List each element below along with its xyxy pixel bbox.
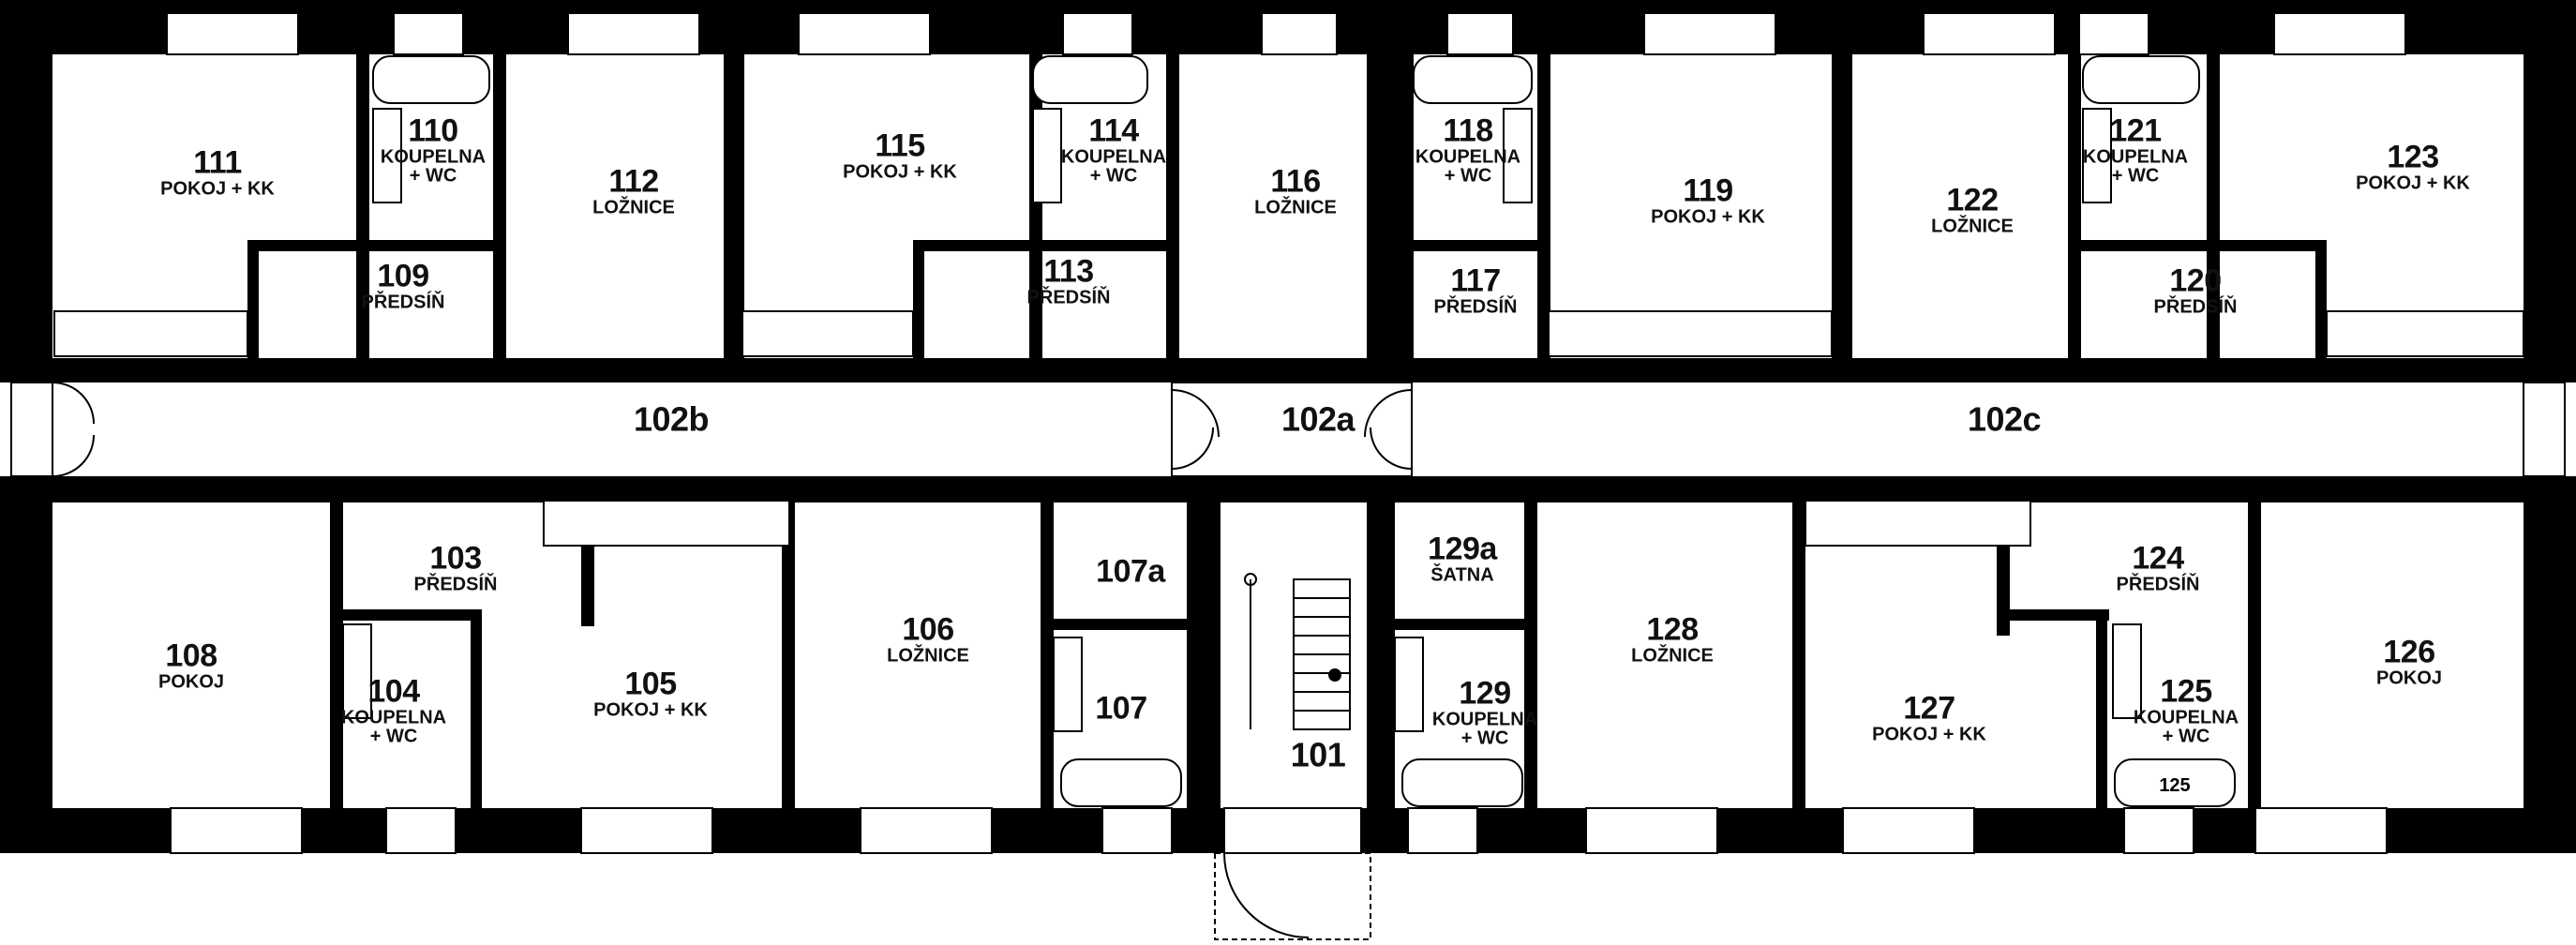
room-105: 105 POKOJ + KK (593, 666, 708, 721)
room-103: 103 PŘEDSÍŇ (413, 540, 498, 595)
room-119: 119 POKOJ + KK (1651, 172, 1765, 228)
corridor-doors (52, 382, 1412, 476)
room-124: 124 PŘEDSÍŇ (2116, 540, 2200, 595)
sanitary-fixtures (343, 109, 2141, 731)
room-107a: 107a (1096, 553, 1165, 590)
room-129: 129 KOUPELNA + WC (1431, 675, 1538, 749)
room-128: 128 LOŽNICE (1631, 611, 1714, 667)
room-112: 112 LOŽNICE (592, 163, 675, 218)
room-121: 121 KOUPELNA + WC (2082, 112, 2189, 187)
room-122: 122 LOŽNICE (1931, 182, 2014, 237)
room-113: 113 PŘEDSÍŇ (1026, 253, 1111, 308)
room-115: 115 POKOJ + KK (843, 128, 957, 183)
staircase (1245, 574, 1350, 729)
room-107: 107 (1095, 690, 1147, 727)
room-116: 116 LOŽNICE (1254, 163, 1337, 218)
room-106: 106 LOŽNICE (887, 611, 969, 667)
room-111: 111 POKOJ + KK (160, 144, 275, 200)
entrance (1215, 853, 1370, 939)
corridor-102a: 102a (1281, 399, 1355, 439)
room-129a: 129a ŠATNA (1428, 531, 1497, 586)
room-108: 108 POKOJ (157, 638, 225, 693)
corridor-102c: 102c (1967, 399, 2042, 439)
room-123: 123 POKOJ + KK (2356, 139, 2470, 194)
kitchen-counters (54, 311, 2524, 546)
room-117: 117 PŘEDSÍŇ (1433, 262, 1518, 318)
interior-walls-upper (247, 54, 2327, 360)
room-114: 114 KOUPELNA + WC (1060, 112, 1167, 187)
room-127: 127 POKOJ + KK (1872, 690, 1986, 745)
bathtub-label: 125 (2159, 775, 2191, 796)
room-104: 104 KOUPELNA + WC (340, 673, 447, 747)
corridor-openings (11, 382, 2565, 476)
bathtubs (373, 56, 2235, 806)
room-120: 120 PŘEDSÍŇ (2153, 262, 2238, 318)
room-118: 118 KOUPELNA + WC (1415, 112, 1521, 187)
room-125: 125 KOUPELNA + WC (2133, 673, 2239, 747)
room-110: 110 KOUPELNA + WC (380, 112, 487, 187)
room-101: 101 (1290, 735, 1346, 774)
corridor-102b: 102b (633, 399, 710, 439)
room-109: 109 PŘEDSÍŇ (361, 258, 445, 313)
room-126: 126 POKOJ (2375, 634, 2443, 689)
